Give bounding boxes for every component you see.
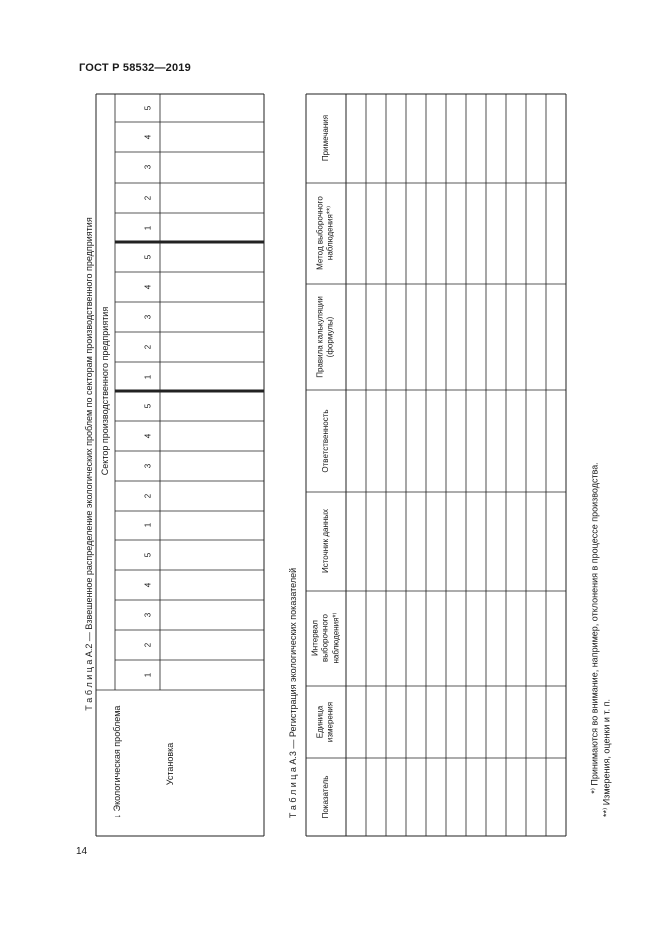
num-cell: 1 (143, 374, 153, 380)
table-a3-caption: Т а б л и ц а А.3 — Регистрация экологических показателей (288, 567, 298, 819)
num-cell: 2 (143, 195, 153, 201)
column-header: Интервал выборочного наблюдения*⁾ (310, 612, 341, 664)
column-header: Источник данных (320, 508, 330, 574)
num-cell: 3 (143, 164, 153, 170)
num-cell: 1 (143, 672, 153, 678)
num-cell: 5 (143, 105, 153, 111)
num-cell: 2 (143, 344, 153, 350)
num-cell: 3 (143, 612, 153, 618)
column-header: Ответственность (320, 409, 330, 473)
num-cell: 2 (143, 493, 153, 499)
num-cell: 1 (143, 522, 153, 528)
num-cell: 4 (143, 433, 153, 439)
page-number: 14 (76, 846, 88, 857)
column-header: Метод выборочного наблюдения**⁾ (315, 196, 335, 270)
num-cell: 4 (143, 284, 153, 290)
num-cell: 4 (143, 582, 153, 588)
column-header: Показатель (320, 775, 330, 819)
corner-bottom-label: Установка (165, 742, 175, 786)
column-header: Правила калькуляции (формулы) (315, 296, 335, 378)
num-cell: 3 (143, 463, 153, 469)
num-cell: 5 (143, 403, 153, 409)
num-cell: 1 (143, 225, 153, 231)
num-cell: 5 (143, 552, 153, 558)
num-cell: 3 (143, 314, 153, 320)
table-a2-caption: Т а б л и ц а А.2 — Взвешенное распределение экологических проблем по секторам производственного предприятия (84, 217, 94, 711)
num-cell: 4 (143, 134, 153, 140)
num-cell: 2 (143, 642, 153, 648)
num-cell: 5 (143, 254, 153, 260)
column-header: Примечания (320, 114, 330, 162)
column-header: Единица измерения (315, 701, 335, 743)
footnote-1: *⁾ Принимаются во внимание, например, отклонения в процессе производства. (589, 462, 600, 794)
corner-top-label: ↓ Экологическая проблема (112, 705, 122, 819)
document-code: ГОСТ Р 58532—2019 (79, 62, 191, 74)
footnote-2: **⁾ Измерения, оценки и т. п. (601, 699, 612, 817)
sector-header: Сектор производственного предприятия (100, 306, 110, 476)
down-arrow-icon: ↓ (112, 813, 122, 819)
